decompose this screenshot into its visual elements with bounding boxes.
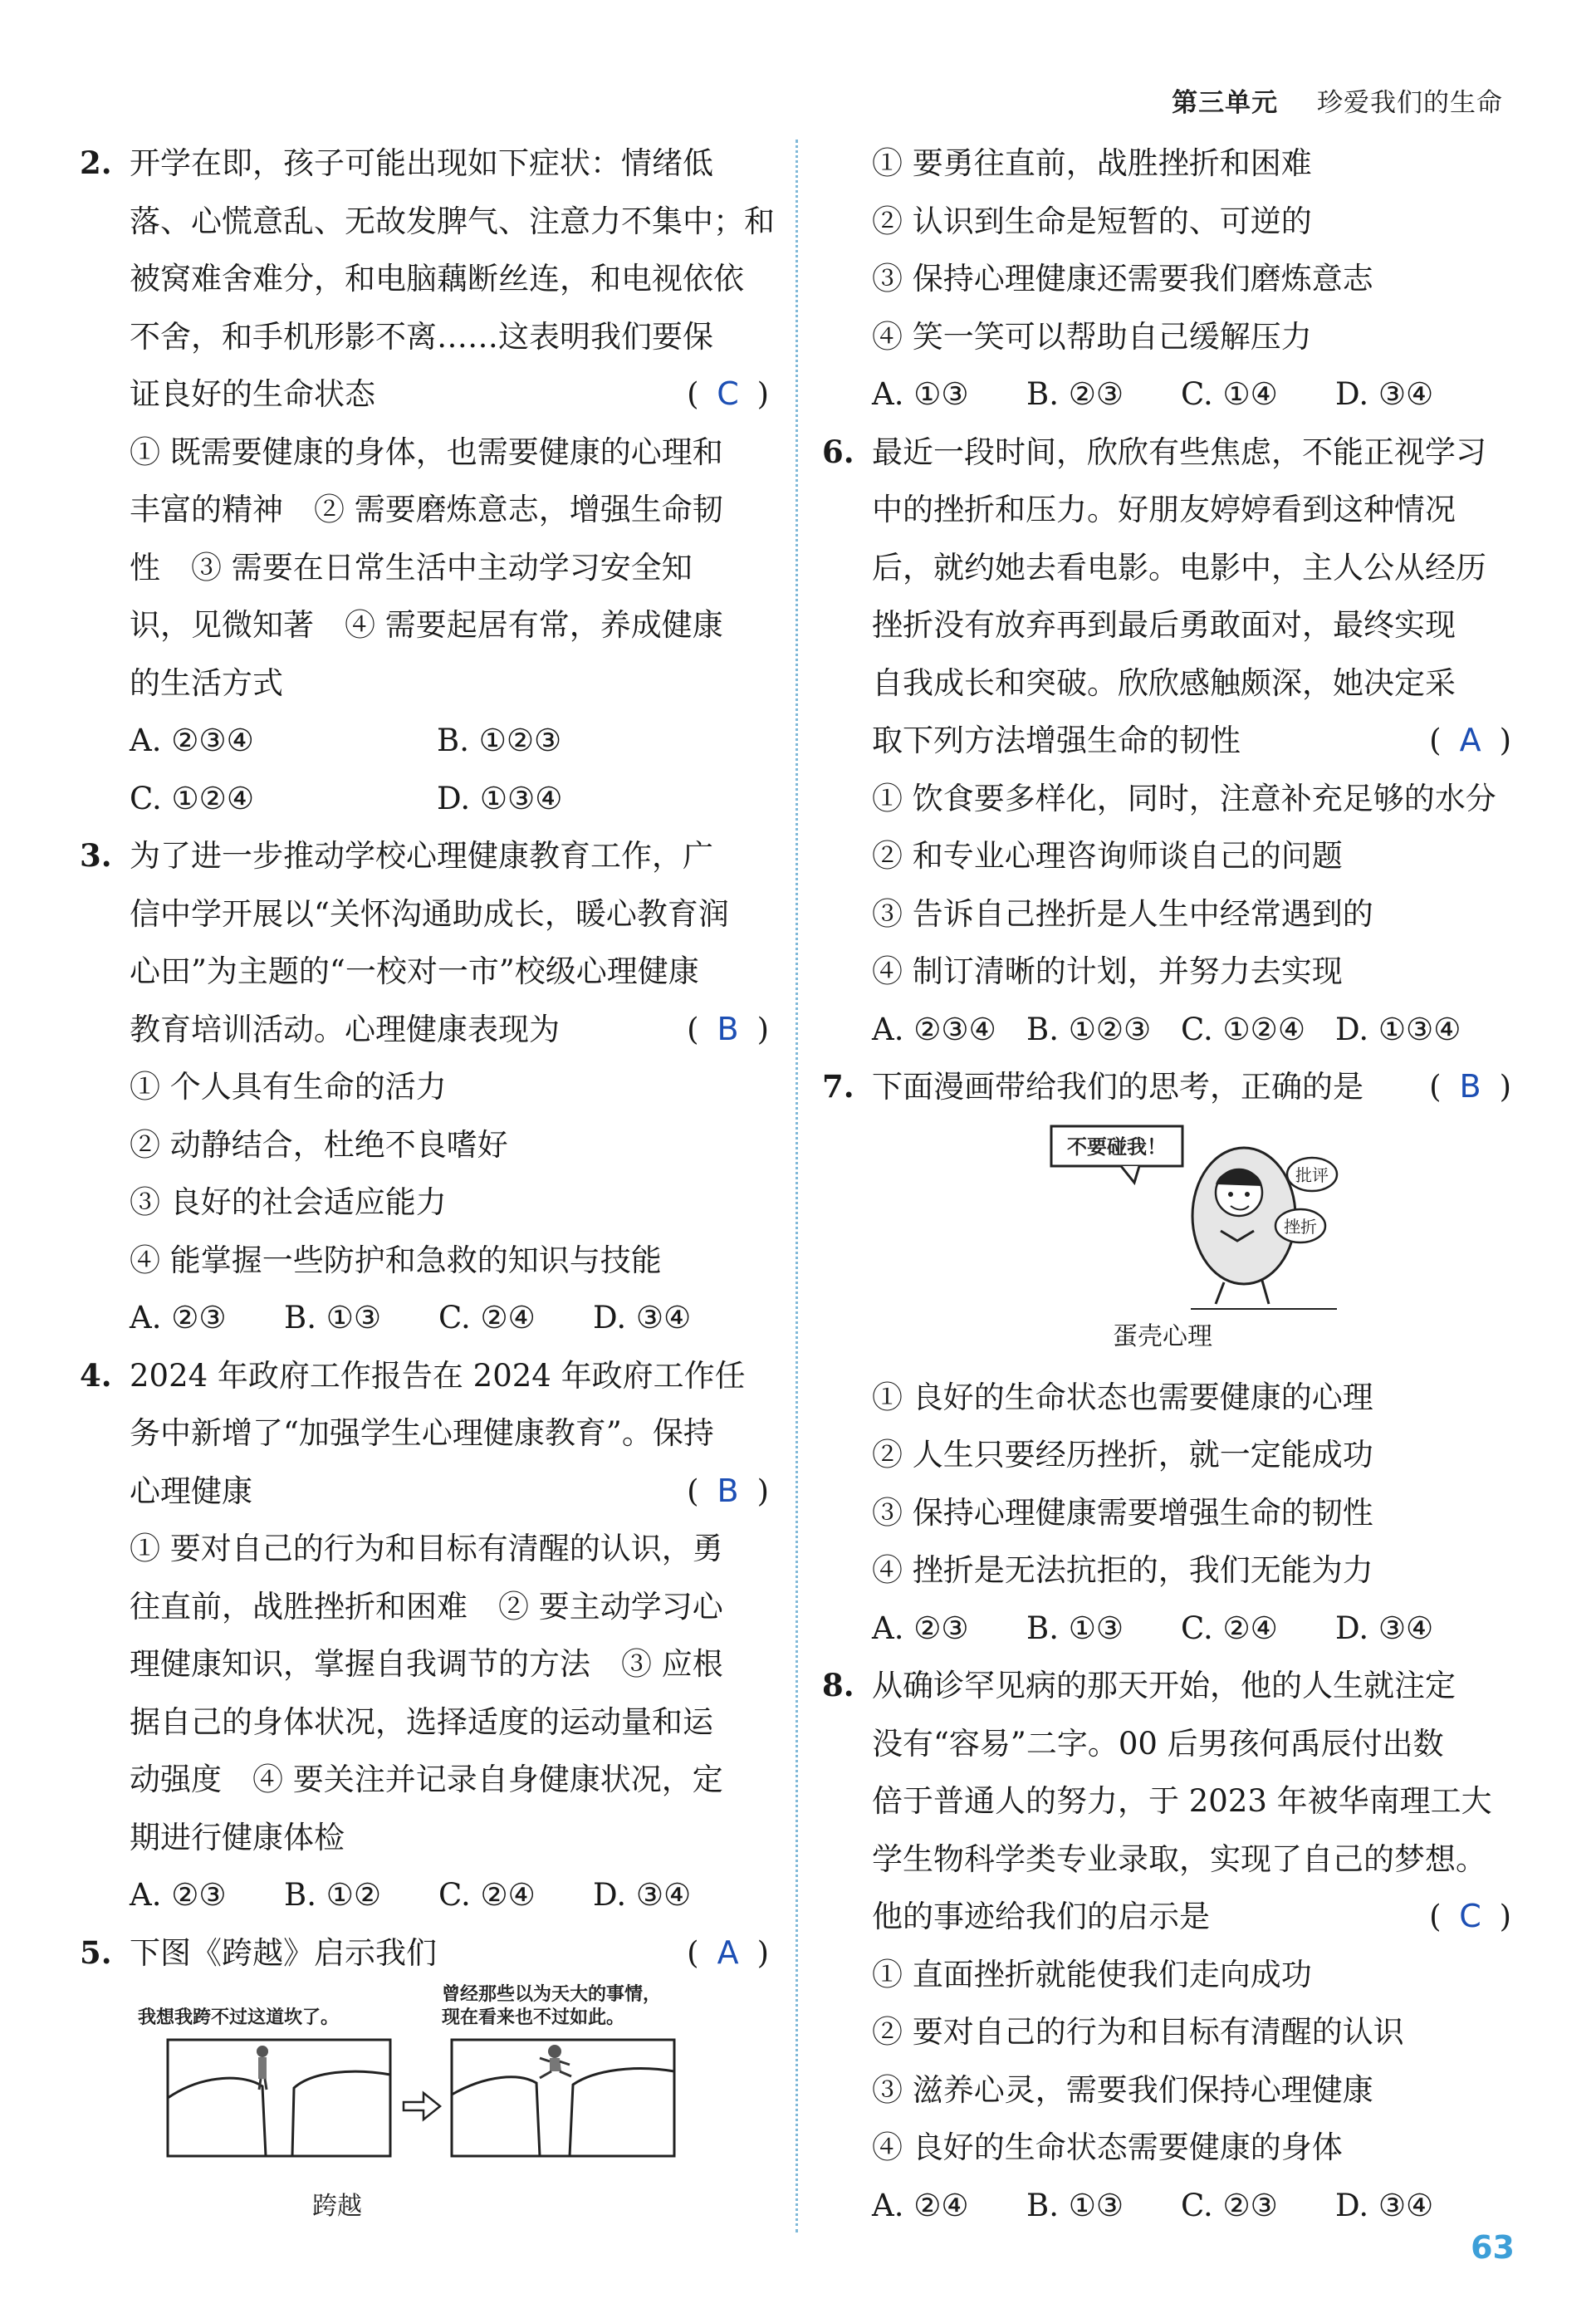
option-c[interactable]: C. ②③ — [1181, 2187, 1278, 2223]
option-a[interactable]: A. ②③ — [130, 1877, 227, 1913]
eggshell-comic — [872, 1116, 1503, 1324]
crossing-comic — [130, 1982, 711, 2223]
right-panel-caption-line1: 曾经那些以为天大的事情， — [442, 1984, 662, 2005]
option-b[interactable]: B. ②③ — [1026, 376, 1124, 412]
option-c[interactable]: C. ②④ — [438, 1300, 536, 1335]
stem-line: 务中新增了“加强学生心理健康教育”。保持 — [130, 1415, 714, 1451]
answer-letter: B — [717, 1472, 739, 1509]
question-8 — [822, 1657, 1511, 2234]
stem-line: 取下列方法增强生命的韧性 — [872, 723, 1241, 758]
option-b[interactable]: B. ①②③ — [437, 723, 562, 758]
item-line: ① 直面挫折就能使我们走向成功 — [872, 1956, 1312, 1992]
option-d[interactable]: D. ①③④ — [1335, 1011, 1461, 1047]
option-a[interactable]: A. ①③ — [872, 376, 969, 412]
item-line: ④ 挫折是无法抗拒的，我们无能为力 — [872, 1552, 1373, 1588]
question-number: 4. — [80, 1356, 112, 1394]
item-line: ③ 良好的社会适应能力 — [130, 1184, 447, 1220]
left-panel-caption: 我想我跨不过这道坎了。 — [138, 2007, 340, 2028]
answer-bracket: ( B ) — [1429, 1058, 1511, 1116]
question-3 — [80, 827, 769, 1347]
stem-line: 后，就约她去看电影。电影中，主人公从经历 — [872, 549, 1486, 586]
option-d[interactable]: D. ③④ — [1335, 376, 1434, 412]
question-5 — [80, 1924, 769, 2223]
tag-criticism: 批评 — [1295, 1164, 1329, 1185]
answer-bracket: ( C ) — [1429, 1888, 1511, 1946]
stem-line: 证良好的生命状态 — [130, 376, 375, 412]
question-7 — [822, 1058, 1511, 1657]
column-divider — [796, 140, 798, 2232]
crossing-comic-illustration — [130, 1982, 711, 2223]
option-c[interactable]: C. ②④ — [1181, 1610, 1278, 1646]
item-line: ③ 保持心理健康还需要我们磨炼意志 — [872, 261, 1373, 297]
eggshell-comic-illustration — [872, 1116, 1503, 1324]
answer-bracket: ( A ) — [1429, 712, 1511, 770]
question-6 — [822, 424, 1511, 1059]
answer-letter: A — [717, 1933, 739, 1971]
item-line: 丰富的精神 ② 需要磨炼意志，增强生命韧 — [130, 492, 723, 527]
stem-line: 落、心慌意乱、无故发脾气、注意力不集中；和 — [130, 203, 775, 239]
option-c[interactable]: C. ②④ — [438, 1877, 536, 1913]
item-line: ③ 保持心理健康需要增强生命的韧性 — [872, 1494, 1373, 1531]
item-line: ① 既需要健康的身体，也需要健康的心理和 — [130, 434, 723, 470]
right-column — [822, 135, 1511, 2234]
right-panel-caption-line2: 现在看来也不过如此。 — [442, 2007, 625, 2028]
figure-caption: 蛋壳心理 — [1113, 1321, 1212, 1351]
answer-letter: B — [1459, 1068, 1481, 1105]
question-5-continued — [822, 135, 1511, 424]
option-b[interactable]: B. ①③ — [1026, 1610, 1124, 1646]
unit-label: 第三单元 — [1172, 88, 1279, 118]
figure-caption: 跨越 — [312, 2192, 362, 2221]
item-line: ① 饮食要多样化，同时，注意补充足够的水分 — [872, 780, 1496, 816]
stem-line: 他的事迹给我们的启示是 — [872, 1899, 1210, 1934]
item-line: ④ 能掌握一些防护和急救的知识与技能 — [130, 1242, 662, 1278]
item-line: ④ 良好的生命状态需要健康的身体 — [872, 2129, 1343, 2165]
stem-line: 心田”为主题的“一校对一市”校级心理健康 — [130, 953, 699, 989]
option-b[interactable]: B. ①③ — [284, 1300, 382, 1335]
item-line: ② 要对自己的行为和目标有清醒的认识 — [872, 2014, 1404, 2050]
stem-line: 教育培训活动。心理健康表现为 — [130, 1011, 560, 1047]
item-line: ④ 制订清晰的计划，并努力去实现 — [872, 953, 1343, 989]
stem-line: 倍于普通人的努力，于 2023 年被华南理工大 — [872, 1783, 1492, 1819]
item-line: ② 动静结合，杜绝不良嗜好 — [130, 1126, 508, 1163]
option-d[interactable]: D. ①③④ — [437, 780, 563, 816]
question-4 — [80, 1347, 769, 1924]
option-d[interactable]: D. ③④ — [1335, 2187, 1434, 2223]
item-line: 据自己的身体状况，选择适度的运动量和运 — [130, 1703, 713, 1740]
tag-setback: 挫折 — [1284, 1216, 1317, 1237]
option-a[interactable]: A. ②③④ — [130, 723, 254, 758]
left-column — [80, 135, 775, 2223]
item-line: ① 个人具有生命的活力 — [130, 1069, 447, 1105]
stem-line: 没有“容易”二字。00 后男孩何禹辰付出数 — [872, 1725, 1444, 1762]
question-number: 2. — [80, 145, 112, 181]
stem-line: 被窝难舍难分，和电脑藕断丝连，和电视依依 — [130, 261, 744, 297]
answer-letter: C — [717, 375, 739, 412]
answer-letter: A — [1459, 722, 1481, 758]
item-line: ① 要勇往直前，战胜挫折和困难 — [872, 145, 1312, 181]
item-line: 的生活方式 — [130, 664, 283, 701]
option-c[interactable]: C. ①④ — [1181, 376, 1278, 412]
item-line: ② 人生只要经历挫折，就一定能成功 — [872, 1437, 1373, 1473]
unit-title: 珍爱我们的生命 — [1317, 88, 1503, 118]
option-d[interactable]: D. ③④ — [1335, 1610, 1434, 1646]
stem-line: 不舍，和手机形影不离……这表明我们要保 — [130, 318, 713, 355]
item-line: 动强度 ④ 要关注并记录自身健康状况，定 — [130, 1762, 723, 1797]
option-a[interactable]: A. ②③ — [130, 1300, 227, 1335]
answer-bracket: ( A ) — [687, 1924, 769, 1982]
stem-line: 学生物科学类专业录取，实现了自己的梦想。 — [872, 1840, 1486, 1877]
question-2 — [80, 135, 775, 827]
speech-bubble-text: 不要碰我！ — [1067, 1135, 1167, 1159]
stem-line: 挫折没有放弃再到最后勇敢面对，最终实现 — [872, 607, 1456, 643]
stem-line: 下图《跨越》启示我们 — [130, 1934, 437, 1971]
stem-line: 为了进一步推动学校心理健康教育工作，广 — [130, 838, 713, 874]
option-d[interactable]: D. ③④ — [593, 1300, 692, 1335]
question-number: 6. — [822, 433, 854, 470]
stem-line: 2024 年政府工作报告在 2024 年政府工作任 — [130, 1357, 746, 1394]
answer-bracket: ( C ) — [687, 365, 769, 424]
option-b[interactable]: B. ①②③ — [1026, 1011, 1152, 1047]
question-number: 3. — [80, 837, 112, 874]
answer-letter: B — [717, 1010, 739, 1047]
page-number: 63 — [1471, 2229, 1515, 2266]
item-line: 往直前，战胜挫折和困难 ② 要主动学习心 — [130, 1588, 723, 1625]
item-line: ③ 告诉自己挫折是人生中经常遇到的 — [872, 895, 1373, 932]
stem-line: 下面漫画带给我们的思考，正确的是 — [872, 1069, 1363, 1105]
stem-line: 信中学开展以“关怀沟通助成长，暖心教育润 — [130, 895, 729, 932]
item-line: ④ 笑一笑可以帮助自己缓解压力 — [872, 318, 1312, 355]
answer-bracket: ( B ) — [687, 1463, 769, 1521]
stem-line: 自我成长和突破。欣欣感触颇深，她决定采 — [872, 664, 1456, 701]
option-a[interactable]: A. ②④ — [872, 2187, 969, 2223]
item-line: 识，见微知著 ④ 需要起居有常，养成健康 — [130, 607, 723, 643]
option-b[interactable]: B. ①③ — [1026, 2187, 1124, 2223]
option-d[interactable]: D. ③④ — [593, 1877, 692, 1913]
option-a[interactable]: A. ②③ — [872, 1610, 969, 1646]
page-header — [1172, 81, 1503, 119]
item-line: ② 认识到生命是短暂的、可逆的 — [872, 203, 1312, 239]
option-c[interactable]: C. ①②④ — [130, 780, 255, 816]
item-line: ① 良好的生命状态也需要健康的心理 — [872, 1379, 1373, 1415]
question-number: 7. — [822, 1068, 854, 1105]
item-line: 性 ③ 需要在日常生活中主动学习安全知 — [130, 549, 693, 586]
stem-line: 心理健康 — [130, 1473, 252, 1509]
question-number: 8. — [822, 1667, 854, 1703]
stem-line: 最近一段时间，欣欣有些焦虑，不能正视学习 — [872, 434, 1486, 470]
item-line: ① 要对自己的行为和目标有清醒的认识，勇 — [130, 1531, 723, 1566]
item-line: ③ 滋养心灵，需要我们保持心理健康 — [872, 2071, 1373, 2108]
stem-line: 中的挫折和压力。好朋友婷婷看到这种情况 — [872, 492, 1456, 527]
option-c[interactable]: C. ①②④ — [1181, 1011, 1306, 1047]
item-line: 理健康知识，掌握自我调节的方法 ③ 应根 — [130, 1646, 723, 1682]
option-b[interactable]: B. ①② — [284, 1877, 382, 1913]
item-line: 期进行健康体检 — [130, 1819, 345, 1855]
item-line: ② 和专业心理咨询师谈自己的问题 — [872, 838, 1343, 874]
stem-line: 开学在即，孩子可能出现如下症状：情绪低 — [130, 145, 713, 181]
answer-bracket: ( B ) — [687, 1001, 769, 1059]
answer-letter: C — [1459, 1898, 1481, 1934]
stem-line: 从确诊罕见病的那天开始，他的人生就注定 — [872, 1668, 1456, 1703]
option-a[interactable]: A. ②③④ — [872, 1011, 996, 1047]
question-number: 5. — [80, 1933, 112, 1971]
